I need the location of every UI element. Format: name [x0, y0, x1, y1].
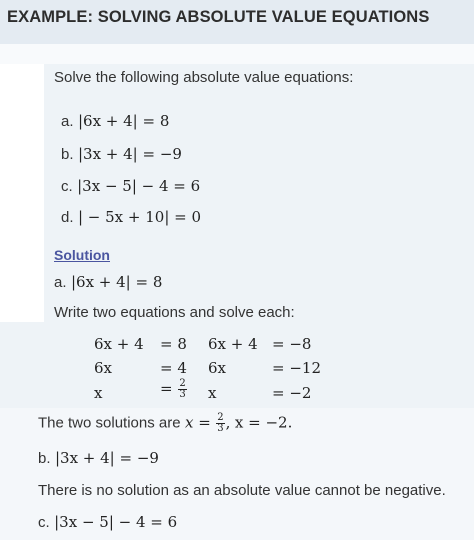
solutions-summary: The two solutions are x = $\frac{2}{3}$ , x = −2. [38, 412, 293, 434]
solution-b-heading [38, 449, 159, 468]
solution-link[interactable]: Solution [54, 247, 110, 263]
problem-equation: |3x − 5| − 4 = 6 [77, 177, 201, 195]
solution-label: c. [38, 514, 50, 531]
problem-a [61, 112, 169, 131]
step-left-3-rhs [160, 379, 188, 400]
solution-a-heading [54, 273, 162, 292]
step-left-1-rhs: = 8 [160, 335, 187, 353]
summary-text: The two solutions are [38, 414, 181, 432]
step-right-2-rhs: = −12 [272, 359, 321, 377]
problem-c [61, 177, 200, 196]
fraction-denominator: 3 [179, 389, 186, 400]
step-right-3-lhs: x [208, 384, 217, 402]
summary-second-solution: x = −2. [234, 413, 293, 432]
problem-label: b. [61, 146, 74, 163]
page-title: EXAMPLE: SOLVING ABSOLUTE VALUE EQUATIONS [7, 8, 430, 26]
summary-fraction [216, 413, 224, 434]
equals-sign: = [160, 379, 173, 398]
solution-c-heading [38, 513, 177, 532]
fraction-numerator: 2 [217, 412, 224, 423]
step-left-1-lhs: 6x + 4 [94, 335, 144, 353]
solution-equation: |3x + 4| = −9 [54, 449, 159, 467]
instruction-text: Write two equations and solve each: [54, 304, 295, 321]
spacer-row [0, 44, 474, 64]
solution-label: b. [38, 450, 51, 467]
problem-b [61, 145, 182, 164]
fraction [178, 379, 186, 400]
step-right-1-rhs: = −8 [272, 335, 312, 353]
problem-equation: |6x + 4| = 8 [77, 112, 170, 130]
problem-d [61, 208, 201, 227]
prompt-text: Solve the following absolute value equations: [54, 69, 354, 86]
problem-label: d. [61, 209, 74, 226]
step-right-1-lhs: 6x + 4 [208, 335, 258, 353]
problem-equation: | − 5x + 10| = 0 [77, 208, 202, 226]
problem-equation: |3x + 4| = −9 [77, 145, 182, 163]
fraction-denominator: 3 [217, 423, 224, 434]
fraction-numerator: 2 [179, 378, 186, 389]
solution-label: a. [54, 274, 67, 291]
step-right-3-rhs: = −2 [272, 384, 312, 402]
step-left-2-lhs: 6x [94, 359, 113, 377]
problem-label: c. [61, 178, 73, 195]
step-left-3-lhs: x [94, 384, 103, 402]
step-right-2-lhs: 6x [208, 359, 227, 377]
explanation-text: There is no solution as an absolute value cannot be negative. [38, 482, 446, 499]
problem-label: a. [61, 113, 74, 130]
solution-equation: |6x + 4| = 8 [70, 273, 163, 291]
solution-equation: |3x − 5| − 4 = 6 [54, 513, 178, 531]
step-left-2-rhs: = 4 [160, 359, 187, 377]
